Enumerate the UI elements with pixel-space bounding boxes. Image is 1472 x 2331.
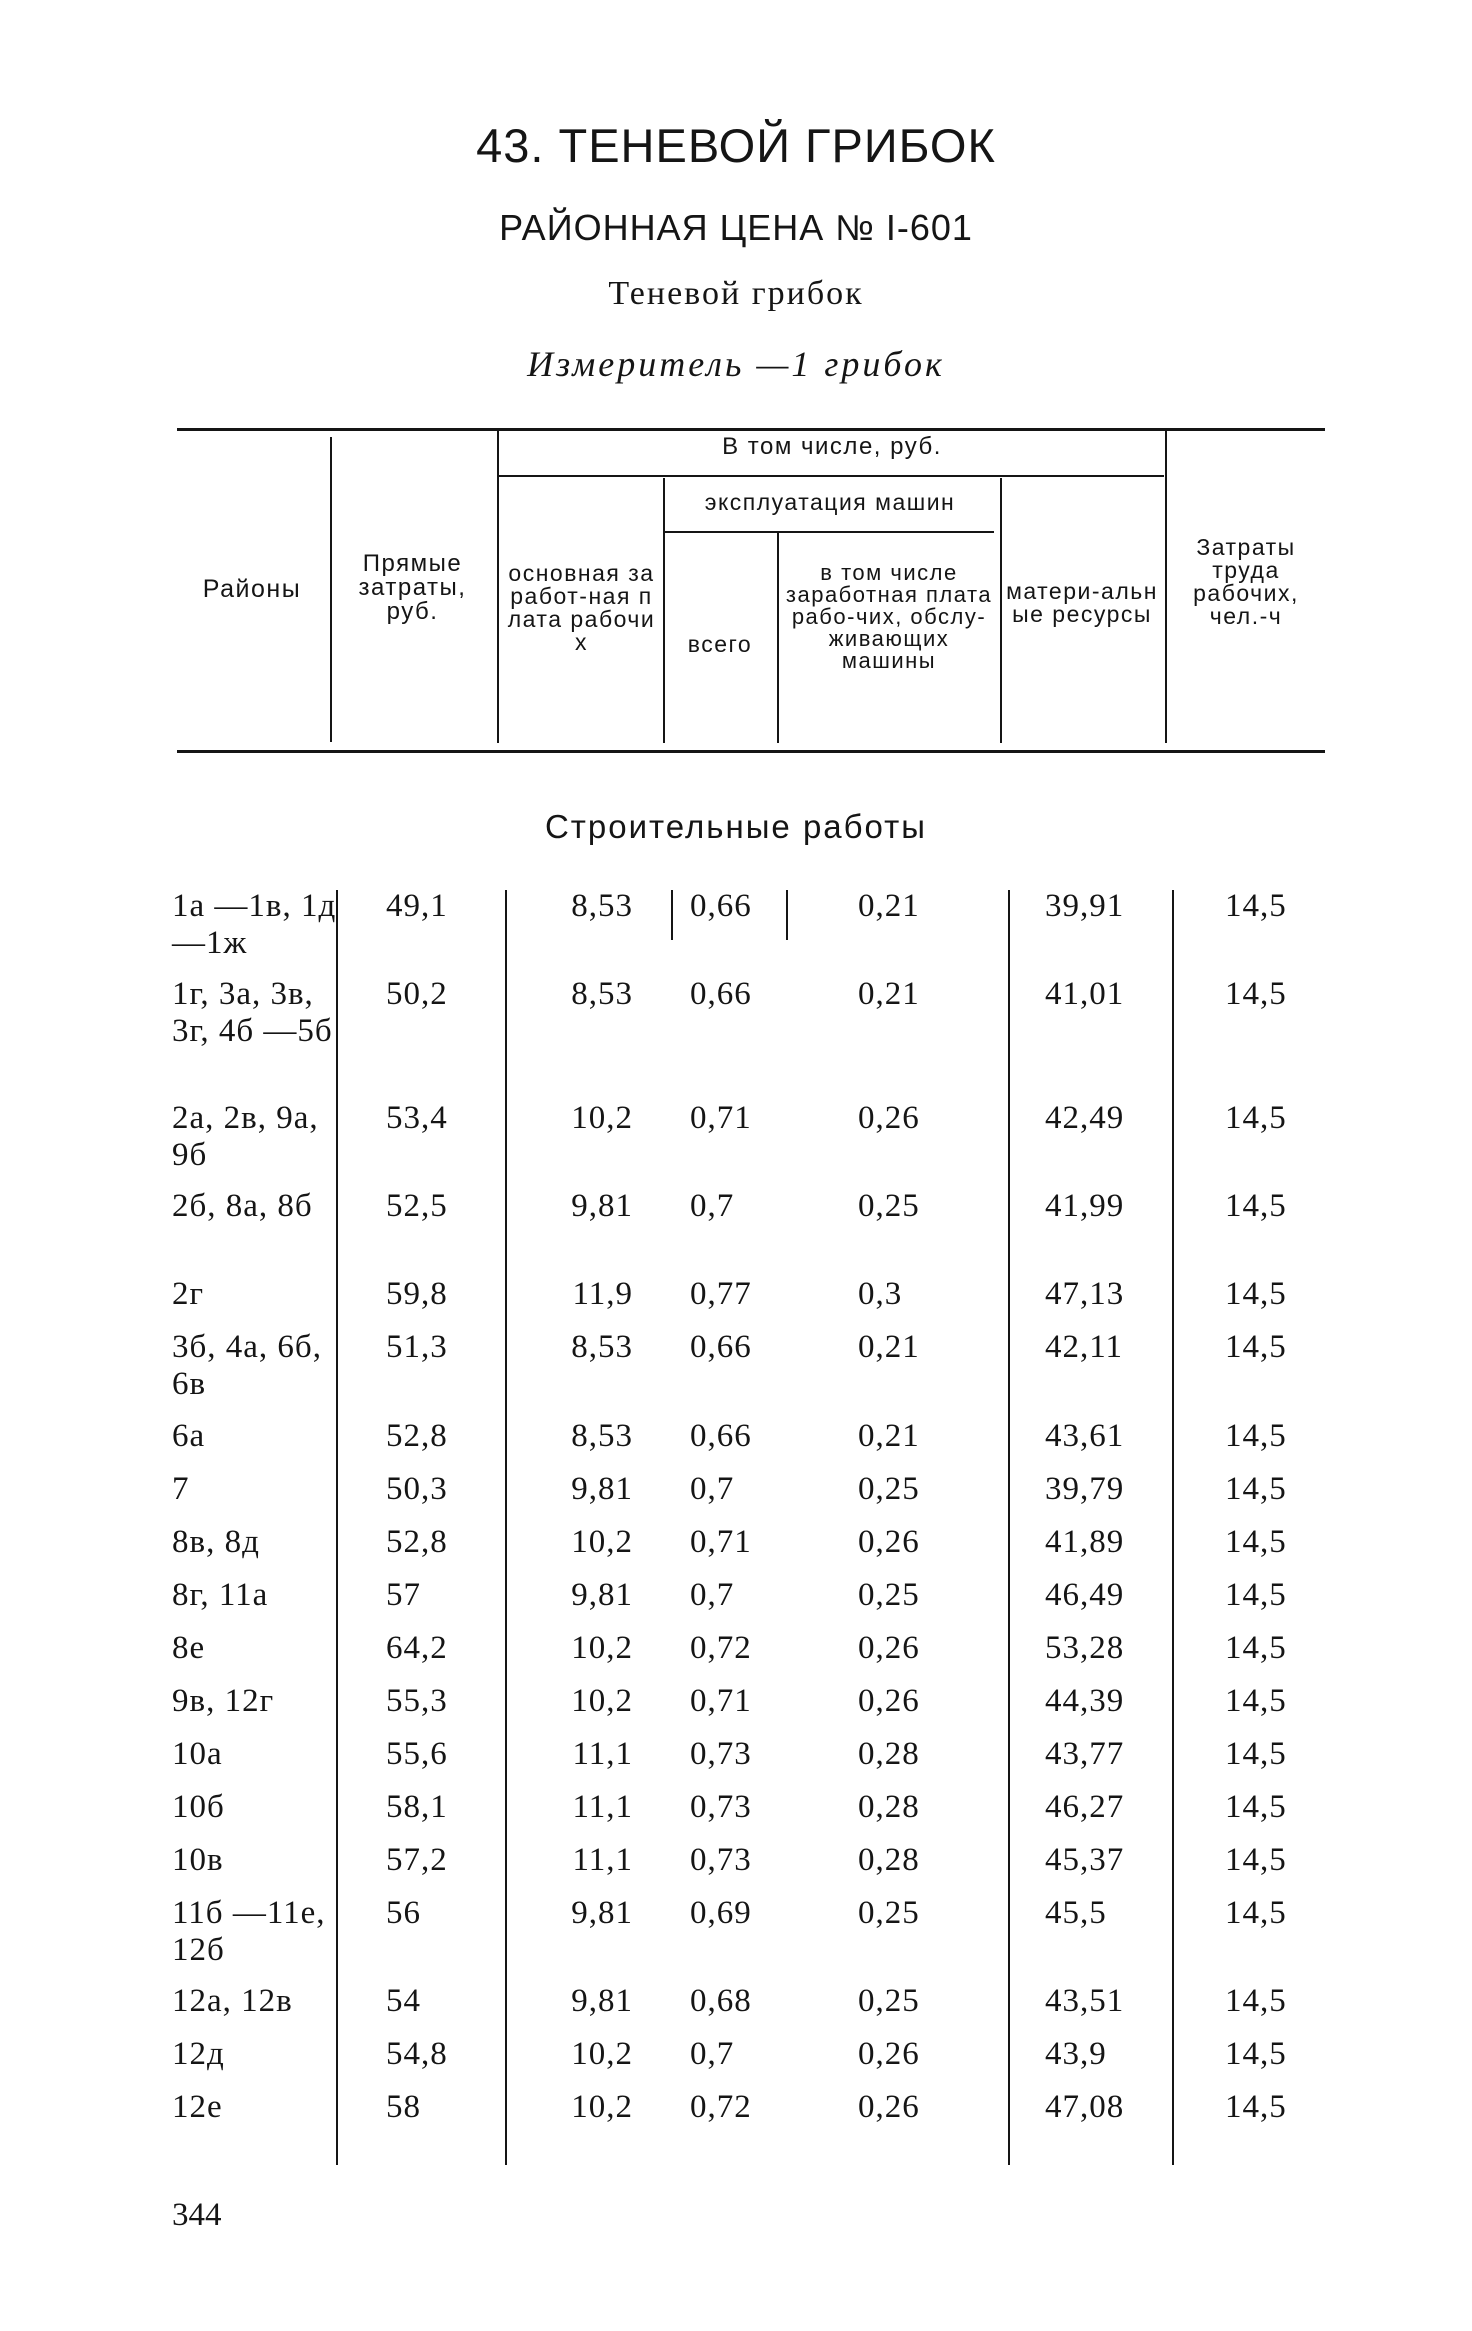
cell-machine-wage: 0,25: [858, 1983, 920, 2019]
cell-materials: 39,91: [1045, 888, 1125, 924]
cell-labor: 14,5: [1225, 1188, 1287, 1224]
cell-machine-total: 0,66: [690, 888, 752, 924]
cell-labor: 14,5: [1225, 1842, 1287, 1878]
cell-machine-total: 0,73: [690, 1789, 752, 1825]
cell-labor: 14,5: [1225, 1895, 1287, 1931]
measure-unit: Измеритель —1 грибок: [527, 344, 945, 384]
cell-region: 2а, 2в, 9а, 9б: [172, 1100, 319, 1173]
cell-machine-total: 0,77: [690, 1276, 752, 1312]
cell-base-wage: 11,9: [572, 1276, 633, 1312]
header-divider: [777, 533, 779, 743]
header-machine-total: всего: [687, 631, 753, 657]
cell-materials: 47,13: [1045, 1276, 1125, 1312]
cell-labor: 14,5: [1225, 1418, 1287, 1454]
cell-region: 2б, 8а, 8б: [172, 1188, 313, 1224]
cell-direct-costs: 57,2: [386, 1842, 448, 1878]
cell-machine-wage: 0,26: [858, 1524, 920, 1560]
cell-machine-total: 0,72: [690, 2089, 752, 2125]
header-materials: матери-альные ресурсы: [1006, 578, 1158, 627]
cell-machine-wage: 0,26: [858, 1630, 920, 1666]
table-header-bottom-rule: [177, 750, 1325, 753]
cell-machine-total: 0,7: [690, 1577, 735, 1613]
cell-direct-costs: 50,2: [386, 976, 448, 1012]
cell-base-wage: 9,81: [571, 1188, 633, 1224]
cell-base-wage: 11,1: [572, 1789, 633, 1825]
cell-region: 3б, 4а, 6б, 6в: [172, 1329, 322, 1402]
cell-base-wage: 9,81: [571, 1471, 633, 1507]
cell-materials: 42,11: [1045, 1329, 1124, 1365]
cell-materials: 43,9: [1045, 2036, 1107, 2072]
header-including: В том числе, руб.: [722, 433, 942, 460]
cell-materials: 47,08: [1045, 2089, 1125, 2125]
cell-machine-total: 0,66: [690, 1329, 752, 1365]
cell-direct-costs: 52,5: [386, 1188, 448, 1224]
cell-materials: 42,49: [1045, 1100, 1125, 1136]
cell-region: 11б —11е, 12б: [172, 1895, 326, 1968]
cell-materials: 46,27: [1045, 1789, 1125, 1825]
cell-direct-costs: 57: [386, 1577, 421, 1613]
table-top-rule: [177, 428, 1325, 431]
cell-machine-wage: 0,26: [858, 2089, 920, 2125]
cell-machine-wage: 0,25: [858, 1471, 920, 1507]
cell-machine-total: 0,68: [690, 1983, 752, 2019]
cell-machine-total: 0,71: [690, 1100, 752, 1136]
column-divider: [671, 890, 673, 940]
cell-labor: 14,5: [1225, 2089, 1287, 2125]
cell-machine-total: 0,69: [690, 1895, 752, 1931]
cell-machine-total: 0,72: [690, 1630, 752, 1666]
header-divider: [497, 430, 499, 743]
cell-base-wage: 11,1: [572, 1842, 633, 1878]
cell-region: 1г, 3а, 3в, 3г, 4б —5б: [172, 976, 333, 1049]
cell-labor: 14,5: [1225, 976, 1287, 1012]
cell-base-wage: 10,2: [571, 2089, 633, 2125]
cell-region: 8г, 11а: [172, 1577, 269, 1613]
cell-region: 6а: [172, 1418, 206, 1454]
header-labor: Затраты труда рабочих, чел.-ч: [1193, 534, 1299, 629]
cell-materials: 53,28: [1045, 1630, 1125, 1666]
item-name: Теневой грибок: [608, 275, 864, 312]
cell-labor: 14,5: [1225, 1983, 1287, 2019]
cell-base-wage: 10,2: [571, 1683, 633, 1719]
cell-machine-wage: 0,26: [858, 2036, 920, 2072]
cell-machine-wage: 0,25: [858, 1188, 920, 1224]
cell-direct-costs: 52,8: [386, 1524, 448, 1560]
cell-labor: 14,5: [1225, 1736, 1287, 1772]
cell-region: 7: [172, 1471, 190, 1507]
cell-region: 10а: [172, 1736, 223, 1772]
cell-base-wage: 9,81: [571, 1895, 633, 1931]
cell-materials: 45,37: [1045, 1842, 1125, 1878]
cell-base-wage: 8,53: [571, 976, 633, 1012]
cell-machine-total: 0,71: [690, 1524, 752, 1560]
cell-labor: 14,5: [1225, 1630, 1287, 1666]
cell-machine-wage: 0,25: [858, 1895, 920, 1931]
cell-direct-costs: 54: [386, 1983, 421, 2019]
cell-direct-costs: 49,1: [386, 888, 448, 924]
cell-direct-costs: 58,1: [386, 1789, 448, 1825]
cell-direct-costs: 52,8: [386, 1418, 448, 1454]
cell-region: 12е: [172, 2089, 223, 2125]
cell-base-wage: 10,2: [571, 1100, 633, 1136]
cell-materials: 43,77: [1045, 1736, 1125, 1772]
cell-machine-total: 0,7: [690, 1471, 735, 1507]
cell-labor: 14,5: [1225, 1276, 1287, 1312]
cell-direct-costs: 56: [386, 1895, 421, 1931]
cell-machine-wage: 0,28: [858, 1736, 920, 1772]
page-number: 344: [172, 2197, 222, 2233]
header-machine-wage: в том числе заработная плата рабо-чих, обслу-живающих машины: [785, 560, 993, 673]
cell-machine-total: 0,73: [690, 1736, 752, 1772]
machine-rule: [664, 531, 994, 533]
cell-direct-costs: 51,3: [386, 1329, 448, 1365]
header-divider: [1000, 478, 1002, 743]
cell-machine-total: 0,71: [690, 1683, 752, 1719]
price-label: РАЙОННАЯ ЦЕНА № I-601: [499, 207, 973, 248]
section-title: Строительные работы: [544, 808, 928, 845]
cell-labor: 14,5: [1225, 1471, 1287, 1507]
header-direct-costs: Прямые затраты, руб.: [358, 550, 467, 625]
header-machine-operation: эксплуатация машин: [704, 489, 956, 515]
cell-machine-wage: 0,28: [858, 1842, 920, 1878]
cell-base-wage: 11,1: [572, 1736, 633, 1772]
cell-direct-costs: 55,3: [386, 1683, 448, 1719]
cell-labor: 14,5: [1225, 888, 1287, 924]
cell-materials: 43,51: [1045, 1983, 1125, 2019]
cell-machine-wage: 0,26: [858, 1100, 920, 1136]
cell-base-wage: 9,81: [571, 1983, 633, 2019]
cell-direct-costs: 58: [386, 2089, 421, 2125]
cell-machine-wage: 0,28: [858, 1789, 920, 1825]
cell-region: 8е: [172, 1630, 206, 1666]
cell-labor: 14,5: [1225, 1524, 1287, 1560]
column-divider: [505, 890, 507, 2165]
cell-base-wage: 8,53: [571, 1418, 633, 1454]
cell-region: 1а —1в, 1д —1ж: [172, 888, 337, 961]
cell-materials: 41,01: [1045, 976, 1125, 1012]
cell-materials: 39,79: [1045, 1471, 1125, 1507]
cell-direct-costs: 59,8: [386, 1276, 448, 1312]
cell-labor: 14,5: [1225, 2036, 1287, 2072]
cell-materials: 46,49: [1045, 1577, 1125, 1613]
cell-labor: 14,5: [1225, 1789, 1287, 1825]
cell-base-wage: 10,2: [571, 1630, 633, 1666]
header-divider: [663, 478, 665, 743]
cell-labor: 14,5: [1225, 1683, 1287, 1719]
cell-labor: 14,5: [1225, 1100, 1287, 1136]
cell-region: 2г: [172, 1276, 205, 1312]
cell-machine-total: 0,73: [690, 1842, 752, 1878]
cell-machine-wage: 0,21: [858, 1418, 920, 1454]
cell-machine-total: 0,7: [690, 2036, 735, 2072]
header-divider: [330, 437, 332, 742]
cell-direct-costs: 53,4: [386, 1100, 448, 1136]
cell-region: 10в: [172, 1842, 224, 1878]
cell-region: 12а, 12в: [172, 1983, 293, 2019]
cell-machine-wage: 0,26: [858, 1683, 920, 1719]
column-divider: [1008, 890, 1010, 2165]
cell-direct-costs: 54,8: [386, 2036, 448, 2072]
cell-base-wage: 8,53: [571, 1329, 633, 1365]
cell-region: 8в, 8д: [172, 1524, 260, 1560]
cell-labor: 14,5: [1225, 1577, 1287, 1613]
header-regions: Районы: [202, 575, 302, 603]
cell-machine-wage: 0,3: [858, 1276, 903, 1312]
cell-materials: 41,89: [1045, 1524, 1125, 1560]
header-divider: [1165, 430, 1167, 743]
cell-materials: 45,5: [1045, 1895, 1107, 1931]
page-title: 43. ТЕНЕВОЙ ГРИБОК: [476, 119, 996, 172]
cell-machine-wage: 0,21: [858, 1329, 920, 1365]
cell-machine-total: 0,66: [690, 976, 752, 1012]
header-base-wage: основная заработ-ная плата рабочих: [507, 560, 656, 655]
including-rule: [498, 475, 1164, 477]
cell-base-wage: 10,2: [571, 1524, 633, 1560]
cell-machine-wage: 0,21: [858, 888, 920, 924]
cell-machine-wage: 0,25: [858, 1577, 920, 1613]
cell-machine-total: 0,66: [690, 1418, 752, 1454]
cell-direct-costs: 64,2: [386, 1630, 448, 1666]
cell-region: 9в, 12г: [172, 1683, 275, 1719]
cell-base-wage: 9,81: [571, 1577, 633, 1613]
cell-base-wage: 10,2: [571, 2036, 633, 2072]
cell-materials: 43,61: [1045, 1418, 1125, 1454]
cell-direct-costs: 50,3: [386, 1471, 448, 1507]
cell-labor: 14,5: [1225, 1329, 1287, 1365]
cell-region: 10б: [172, 1789, 225, 1825]
cell-machine-total: 0,7: [690, 1188, 735, 1224]
cell-base-wage: 8,53: [571, 888, 633, 924]
cell-direct-costs: 55,6: [386, 1736, 448, 1772]
column-divider: [786, 890, 788, 940]
column-divider: [1172, 890, 1174, 2165]
cell-materials: 41,99: [1045, 1188, 1125, 1224]
cell-region: 12д: [172, 2036, 225, 2072]
cell-machine-wage: 0,21: [858, 976, 920, 1012]
cell-materials: 44,39: [1045, 1683, 1125, 1719]
